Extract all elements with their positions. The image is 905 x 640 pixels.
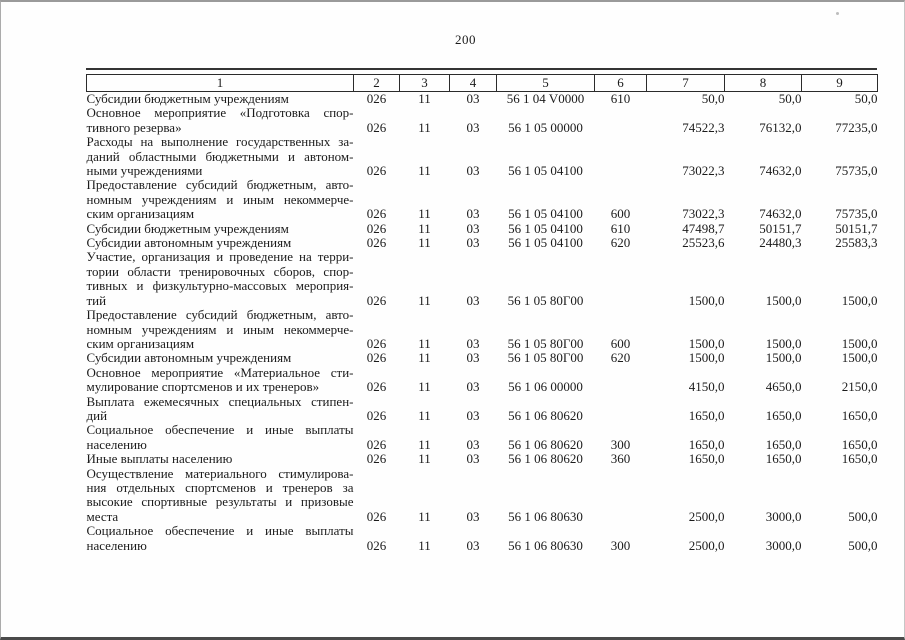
podrazdel-code-cell: 03	[466, 451, 480, 467]
row-name-line: Предоставление субсидий бюджетным, авто-	[86, 307, 354, 323]
amount-year3-cell: 75735,0	[835, 206, 878, 222]
target-article-code-cell: 56 1 05 04100	[508, 235, 583, 251]
table-row	[87, 467, 878, 525]
target-article-code-cell: 56 1 06 80630	[508, 537, 583, 553]
expense-type-code-cell: 620	[610, 235, 631, 251]
column-number-row	[87, 75, 878, 92]
grbs-code-cell: 026	[366, 292, 387, 308]
row-name-cell	[87, 135, 354, 178]
razdel-code-cell: 11	[418, 451, 431, 467]
amount-year2-cell: 1500,0	[765, 335, 802, 351]
row-name-cell	[87, 92, 354, 107]
amount-year1-cell: 4150,0	[688, 379, 725, 395]
target-article-code-cell: 56 1 04 V0000	[506, 91, 585, 106]
expense-type-code-cell: 360	[610, 451, 631, 467]
amount-year2-cell: 1500,0	[765, 292, 802, 308]
budget-table	[86, 74, 878, 553]
razdel-code-cell: 11	[418, 119, 431, 135]
razdel-code-cell: 11	[418, 235, 431, 251]
amount-year1-cell: 1500,0	[688, 350, 725, 366]
row-name-cell	[87, 395, 354, 424]
grbs-code-cell: 026	[366, 379, 387, 395]
razdel-code-cell: 11	[418, 537, 431, 553]
expense-type-code-cell: 600	[610, 206, 631, 222]
amount-year2-cell: 74632,0	[759, 163, 802, 179]
row-name-line: Социальное обеспечение и иные выплаты	[86, 422, 354, 438]
table-row	[87, 524, 878, 553]
row-name-line: дий	[86, 407, 108, 423]
amount-year1-cell: 1650,0	[688, 407, 725, 423]
grbs-code-cell: 026	[366, 508, 387, 524]
row-name-line: Субсидии бюджетным учреждениям	[86, 91, 289, 106]
amount-year3-cell: 500,0	[848, 537, 878, 553]
column-header: 3	[400, 75, 450, 92]
grbs-code-cell: 026	[366, 119, 387, 135]
razdel-code-cell: 11	[418, 206, 431, 222]
column-header: 9	[802, 75, 878, 92]
row-name-cell	[87, 524, 354, 553]
podrazdel-code-cell: 03	[466, 235, 480, 251]
grbs-code-cell: 026	[366, 206, 387, 222]
table-row	[87, 106, 878, 135]
row-name-line: места	[86, 508, 119, 524]
podrazdel-code-cell: 03	[466, 163, 480, 179]
row-name-line: Осуществление материального стимулирова-	[86, 465, 354, 481]
grbs-code-cell: 026	[366, 220, 387, 236]
column-header: 5	[497, 75, 595, 92]
razdel-code-cell: 11	[418, 220, 431, 236]
amount-year1-cell: 47498,7	[682, 220, 725, 236]
row-name-cell	[87, 423, 354, 452]
table-row	[87, 395, 878, 424]
table-row	[87, 308, 878, 351]
amount-year3-cell: 50,0	[854, 91, 878, 106]
podrazdel-code-cell: 03	[466, 508, 480, 524]
row-name-line: ния отдельных спортсменов и тренеров за	[86, 479, 354, 495]
table-row	[87, 423, 878, 452]
budget-table-container	[86, 68, 877, 553]
table-row	[87, 236, 878, 250]
target-article-code-cell: 56 1 05 80Г00	[507, 335, 584, 351]
amount-year3-cell: 1500,0	[841, 350, 878, 366]
table-row	[87, 135, 878, 178]
grbs-code-cell: 026	[366, 163, 387, 179]
row-name-line: ским организациям	[86, 206, 195, 222]
podrazdel-code-cell: 03	[466, 436, 480, 452]
podrazdel-code-cell: 03	[466, 220, 480, 236]
amount-year3-cell: 1650,0	[841, 407, 878, 423]
row-name-line: Расходы на выполнение государственных за-	[86, 134, 354, 150]
expense-type-code-cell	[595, 135, 647, 178]
table-row	[87, 452, 878, 466]
amount-year3-cell: 1500,0	[841, 292, 878, 308]
razdel-code-cell: 11	[418, 91, 431, 106]
row-name-cell	[87, 222, 354, 236]
amount-year3-cell: 1500,0	[841, 335, 878, 351]
row-name-cell	[87, 106, 354, 135]
column-header: 6	[595, 75, 647, 92]
target-article-code-cell: 56 1 05 80Г00	[507, 350, 584, 366]
table-row	[87, 222, 878, 236]
razdel-code-cell: 11	[418, 292, 431, 308]
row-name-cell	[87, 452, 354, 466]
amount-year2-cell: 4650,0	[765, 379, 802, 395]
row-name-cell	[87, 366, 354, 395]
row-name-cell	[87, 308, 354, 351]
amount-year1-cell: 2500,0	[688, 537, 725, 553]
row-name-line: номным учреждениям и иным некоммерче-	[86, 321, 354, 337]
expense-type-code-cell: 300	[610, 436, 631, 452]
table-row	[87, 366, 878, 395]
row-name-line: мулирование спортсменов и их тренеров»	[86, 379, 320, 395]
target-article-code-cell: 56 1 05 04100	[508, 220, 583, 236]
budget-table-body	[87, 92, 878, 554]
razdel-code-cell: 11	[418, 335, 431, 351]
row-name-cell	[87, 250, 354, 308]
row-name-line: Основное мероприятие «Подготовка спор-	[86, 105, 354, 121]
amount-year1-cell: 1650,0	[688, 436, 725, 452]
razdel-code-cell: 11	[418, 379, 431, 395]
grbs-code-cell: 026	[366, 537, 387, 553]
amount-year2-cell: 1650,0	[765, 451, 802, 467]
grbs-code-cell: 026	[366, 350, 387, 366]
column-header: 8	[725, 75, 802, 92]
amount-year2-cell: 76132,0	[759, 119, 802, 135]
row-name-line: Основное мероприятие «Материальное сти-	[86, 364, 354, 380]
amount-year2-cell: 1650,0	[765, 436, 802, 452]
amount-year3-cell: 75735,0	[835, 163, 878, 179]
row-name-line: тории области тренировочных сборов, спор-	[86, 263, 354, 279]
grbs-code-cell: 026	[366, 451, 387, 467]
expense-type-code-cell	[595, 467, 647, 525]
target-article-code-cell: 56 1 06 80620	[508, 451, 583, 467]
row-name-line: высокие спортивные результаты и призовые	[86, 494, 354, 510]
amount-year1-cell: 2500,0	[688, 508, 725, 524]
row-name-line: номным учреждениям и иным некоммерче-	[86, 191, 354, 207]
amount-year2-cell: 3000,0	[765, 508, 802, 524]
column-header: 7	[647, 75, 725, 92]
table-row	[87, 92, 878, 107]
amount-year3-cell: 25583,3	[835, 235, 878, 251]
podrazdel-code-cell: 03	[466, 206, 480, 222]
column-header: 2	[354, 75, 400, 92]
row-name-line: Социальное обеспечение и иные выплаты	[86, 523, 354, 539]
amount-year2-cell: 50,0	[778, 91, 802, 106]
column-header: 1	[87, 75, 354, 92]
row-name-line: населению	[86, 537, 147, 553]
razdel-code-cell: 11	[418, 407, 431, 423]
podrazdel-code-cell: 03	[466, 119, 480, 135]
expense-type-code-cell	[595, 366, 647, 395]
amount-year1-cell: 73022,3	[682, 163, 725, 179]
podrazdel-code-cell: 03	[466, 335, 480, 351]
amount-year2-cell: 50151,7	[759, 220, 802, 236]
row-name-cell	[87, 236, 354, 250]
amount-year3-cell: 500,0	[848, 508, 878, 524]
amount-year1-cell: 25523,6	[682, 235, 725, 251]
amount-year1-cell: 1500,0	[688, 335, 725, 351]
expense-type-code-cell	[595, 106, 647, 135]
row-name-line: Субсидии бюджетным учреждениям	[86, 220, 289, 236]
grbs-code-cell: 026	[366, 436, 387, 452]
target-article-code-cell: 56 1 05 04100	[508, 163, 583, 179]
podrazdel-code-cell: 03	[466, 537, 480, 553]
grbs-code-cell: 026	[366, 235, 387, 251]
amount-year2-cell: 3000,0	[765, 537, 802, 553]
amount-year3-cell: 2150,0	[841, 379, 878, 395]
expense-type-code-cell	[595, 250, 647, 308]
razdel-code-cell: 11	[418, 508, 431, 524]
expense-type-code-cell: 610	[610, 220, 631, 236]
amount-year1-cell: 74522,3	[682, 119, 725, 135]
table-header	[87, 75, 878, 92]
amount-year1-cell: 1650,0	[688, 451, 725, 467]
table-top-rule	[86, 68, 877, 70]
expense-type-code-cell: 610	[610, 91, 631, 106]
row-name-line: тий	[86, 292, 107, 308]
row-name-line: Предоставление субсидий бюджетным, авто-	[86, 177, 354, 193]
amount-year3-cell: 50151,7	[835, 220, 878, 236]
column-header: 4	[450, 75, 497, 92]
podrazdel-code-cell: 03	[466, 91, 480, 106]
row-name-line: Выплата ежемесячных специальных стипен-	[86, 393, 354, 409]
row-name-line: тивного резерва»	[86, 119, 182, 135]
row-name-line: даний областными бюджетными и автоном-	[86, 148, 354, 164]
target-article-code-cell: 56 1 06 80630	[508, 508, 583, 524]
target-article-code-cell: 56 1 06 80620	[508, 436, 583, 452]
amount-year1-cell: 50,0	[701, 91, 725, 106]
amount-year1-cell: 1500,0	[688, 292, 725, 308]
row-name-line: Участие, организация и проведение на терри-	[86, 249, 354, 265]
expense-type-code-cell: 600	[610, 335, 631, 351]
expense-type-code-cell	[595, 395, 647, 424]
razdel-code-cell: 11	[418, 350, 431, 366]
grbs-code-cell: 026	[366, 335, 387, 351]
grbs-code-cell: 026	[366, 407, 387, 423]
row-name-line: населению	[86, 436, 147, 452]
podrazdel-code-cell: 03	[466, 292, 480, 308]
podrazdel-code-cell: 03	[466, 407, 480, 423]
amount-year2-cell: 1500,0	[765, 350, 802, 366]
amount-year2-cell: 1650,0	[765, 407, 802, 423]
row-name-cell	[87, 467, 354, 525]
amount-year3-cell: 77235,0	[835, 119, 878, 135]
table-row	[87, 351, 878, 365]
row-name-line: ными учреждениями	[86, 163, 203, 179]
target-article-code-cell: 56 1 06 00000	[508, 379, 583, 395]
row-name-line: Субсидии автономным учреждениям	[86, 350, 292, 366]
podrazdel-code-cell: 03	[466, 379, 480, 395]
expense-type-code-cell: 300	[610, 537, 631, 553]
scan-speck	[836, 12, 839, 15]
row-name-line: Субсидии автономным учреждениям	[86, 235, 292, 251]
table-row	[87, 250, 878, 308]
row-name-cell	[87, 178, 354, 221]
target-article-code-cell: 56 1 06 80620	[508, 407, 583, 423]
target-article-code-cell: 56 1 05 80Г00	[507, 292, 584, 308]
grbs-code-cell: 026	[366, 91, 387, 106]
razdel-code-cell: 11	[418, 163, 431, 179]
razdel-code-cell: 11	[418, 436, 431, 452]
row-name-line: Иные выплаты населению	[86, 451, 233, 467]
amount-year2-cell: 24480,3	[759, 235, 802, 251]
target-article-code-cell: 56 1 05 00000	[508, 119, 583, 135]
amount-year1-cell: 73022,3	[682, 206, 725, 222]
amount-year3-cell: 1650,0	[841, 451, 878, 467]
target-article-code-cell: 56 1 05 04100	[508, 206, 583, 222]
expense-type-code-cell: 620	[610, 350, 631, 366]
row-name-cell	[87, 351, 354, 365]
table-row	[87, 178, 878, 221]
row-name-line: тивных и физкультурно-массовых мероприя-	[86, 278, 354, 294]
amount-year2-cell: 74632,0	[759, 206, 802, 222]
row-name-line: ским организациям	[86, 335, 195, 351]
amount-year3-cell: 1650,0	[841, 436, 878, 452]
podrazdel-code-cell: 03	[466, 350, 480, 366]
page-number: 200	[455, 32, 476, 47]
